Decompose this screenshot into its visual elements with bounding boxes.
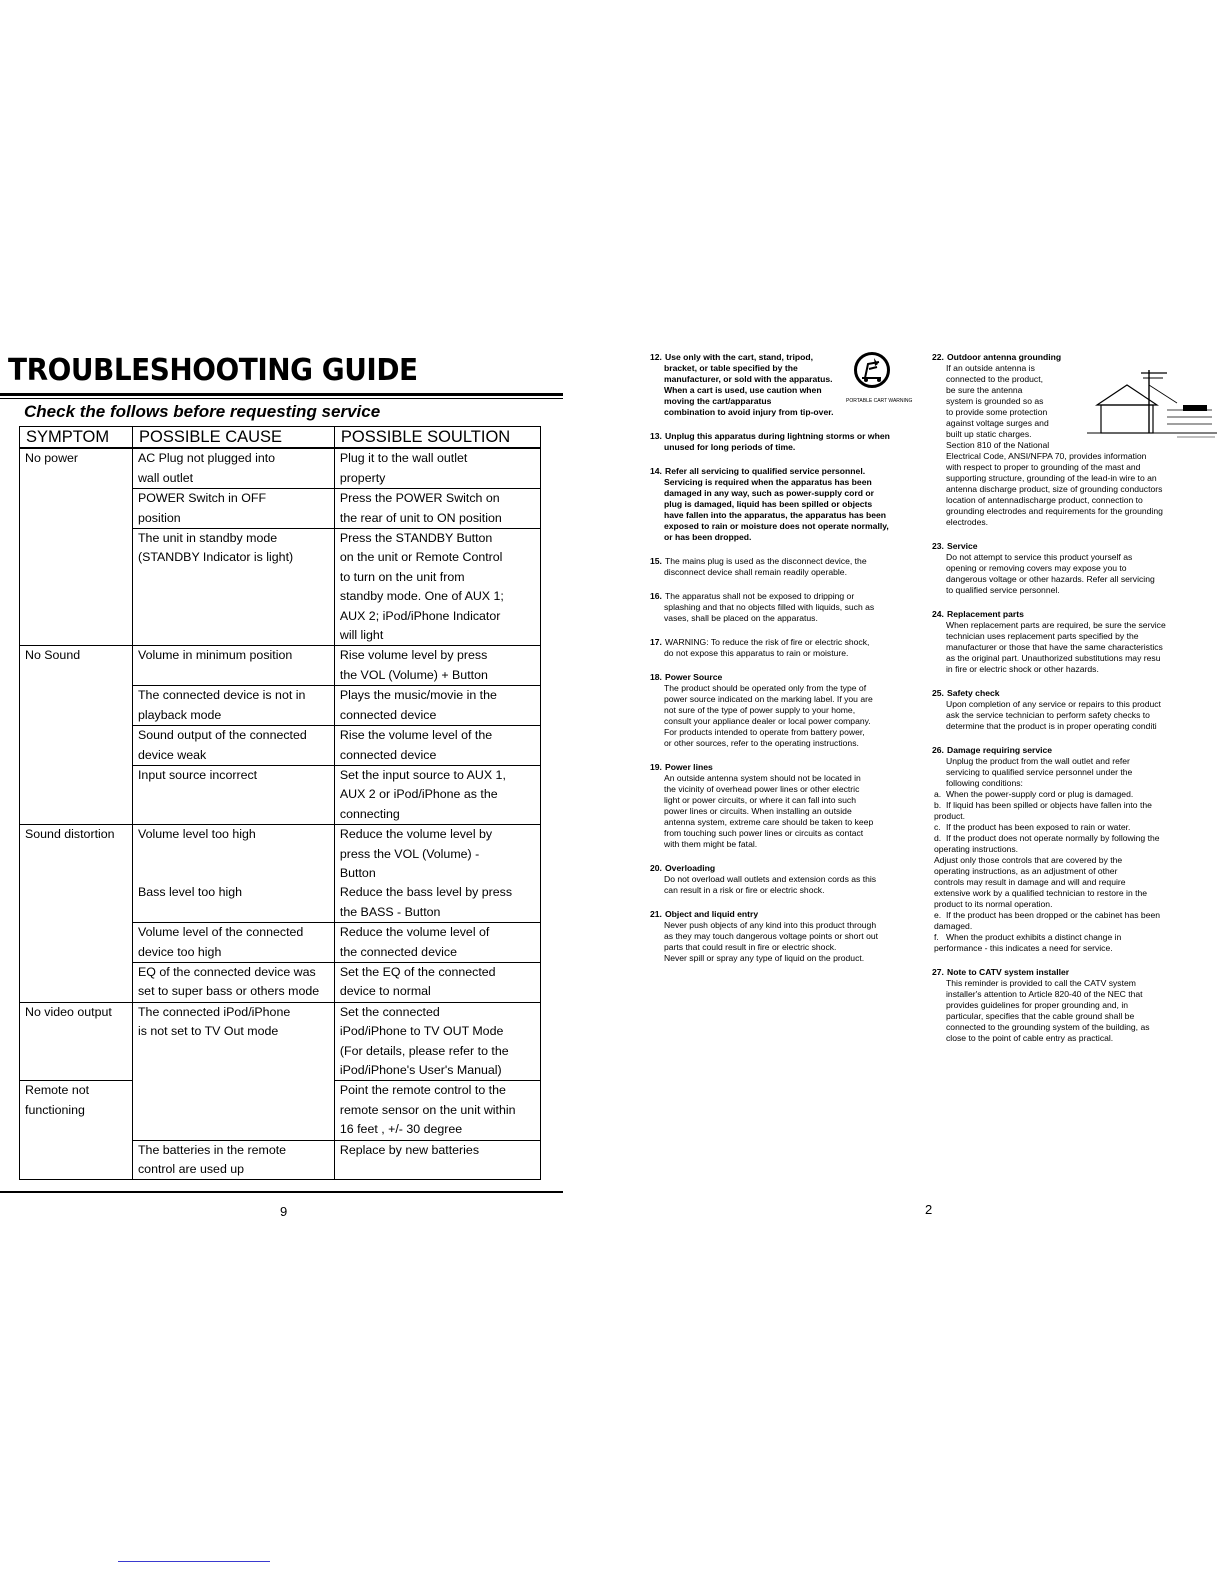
cause-cell: The batteries in the remote control are used up xyxy=(132,1140,334,1180)
instructions-column-right xyxy=(932,352,1222,1057)
condition-text: If the product has been dropped or the cabinet has been damaged. xyxy=(934,910,1161,931)
solution-cell: Reduce the volume level by press the VOL (Volume) - Button Reduce the bass level by press the BASS - Button xyxy=(334,825,540,923)
antenna-grounding-diagram-icon xyxy=(1087,365,1217,440)
title-divider xyxy=(0,393,563,396)
condition-item xyxy=(932,800,1222,822)
table-header-row xyxy=(20,427,541,449)
item-heading: The mains plug is used as the disconnect device, the xyxy=(665,556,867,566)
symptom-cell: No video output xyxy=(20,1002,133,1081)
instruction-item xyxy=(650,466,925,543)
symptom-cell xyxy=(20,1140,133,1180)
item-number: 13. xyxy=(650,431,662,441)
item-body: do not expose this apparatus to rain or moisture. xyxy=(664,648,849,658)
item-number: 19. xyxy=(650,762,662,772)
instructions-column-left xyxy=(650,352,925,977)
item-body: bracket, or table specified by the manufacturer, or sold with the apparatus. When a cart is used, use caution when moving the cart/apparatus combination to avoid injury from tip-over. xyxy=(664,363,834,417)
item-number: 25. xyxy=(932,688,944,698)
bottom-divider xyxy=(0,1191,563,1193)
item-number: 24. xyxy=(932,609,944,619)
solution-cell: Set the input source to AUX 1, AUX 2 or iPod/iPhone as the connecting xyxy=(334,765,540,824)
item-heading: Power Source xyxy=(665,672,723,682)
condition-letter: a. xyxy=(934,789,942,799)
page-subtitle: Check the follows before requesting service xyxy=(24,402,381,421)
solution-cell: Set the connected iPod/iPhone to TV OUT Mode (For details, please refer to the iPod/iPhone's User's Manual) xyxy=(334,1002,540,1081)
troubleshooting-table xyxy=(19,426,541,1180)
condition-item xyxy=(932,833,1222,910)
symptom-cell xyxy=(20,529,133,646)
item-body: This reminder is provided to call the CATV system installer's attention to Article 820-40 of the NEC that provides guidelines for proper grounding and, in particular, specifies that the cable ground shall be connected to the grounding system of the building, as close to the point of cable entry as practical. xyxy=(946,978,1150,1043)
instruction-item xyxy=(650,591,925,624)
symptom-cell: No power xyxy=(20,448,133,488)
item-body: When replacement parts are required, be sure the service technician uses replacement parts specified by the manufacturer or those that have the same characteristics as the original part. Unauthorized substitutions may resu in fire or electric shock or other hazards. xyxy=(946,620,1166,674)
cause-cell: POWER Switch in OFF position xyxy=(132,489,334,529)
solution-cell: Set the EQ of the connected device to normal xyxy=(334,962,540,1002)
condition-item xyxy=(932,932,1222,954)
symptom-cell xyxy=(20,923,133,963)
item-body: If an outside antenna is connected to the product, be sure the antenna system is grounded so as to provide some protection against voltage surges and built up static charges. Section 810 of the National Electrical Code, ANSI/NFPA 70, provides information with respect to proper to grounding of the mast and supporting structure, grounding of the lead-in wire to an antenna discharge product, size of grounding conductors location of antennadischarge product, connection to grounding electrodes and requirements for the grounding electrodes. xyxy=(946,363,1163,527)
condition-letter: e. xyxy=(934,910,942,920)
cause-cell: Volume level too high Bass level too high xyxy=(132,825,334,923)
symptom-cell xyxy=(20,686,133,726)
item-body: Unplug the product from the wall outlet and refer servicing to qualified service personnel under the following conditions: xyxy=(946,756,1133,788)
item-heading: Unplug this apparatus during lightning storms or when xyxy=(665,431,890,441)
item-number: 27. xyxy=(932,967,944,977)
instruction-item xyxy=(650,762,925,850)
table-row xyxy=(20,686,541,726)
instruction-item xyxy=(932,541,1222,596)
table-row xyxy=(20,529,541,646)
instruction-item xyxy=(650,672,925,749)
item-heading: Replacement parts xyxy=(947,609,1024,619)
header-solution: POSSIBLE SOULTION xyxy=(334,427,540,449)
condition-letter: b. xyxy=(934,800,942,810)
item-heading: Use only with the cart, stand, tripod, xyxy=(665,352,814,362)
item-number: 22. xyxy=(932,352,944,362)
instruction-item-27 xyxy=(932,967,1222,1044)
item-number: 14. xyxy=(650,466,662,476)
condition-text: If the product has been exposed to rain or water. xyxy=(946,822,1131,832)
instruction-item xyxy=(932,688,1222,732)
item-heading: Power lines xyxy=(665,762,713,772)
symptom-cell xyxy=(20,765,133,824)
item-heading: Outdoor antenna grounding xyxy=(947,352,1062,362)
item-body: The product should be operated only from the type of power source indicated on the marking label. If you are not sure of the type of power supply to your home, consult your appliance dealer or local power company. For products intended to operate from battery power, or other sources, refer to the operating instructions. xyxy=(664,683,873,748)
condition-letter: d. xyxy=(934,833,942,843)
page-title: TROUBLESHOOTING GUIDE xyxy=(8,353,418,388)
condition-item xyxy=(932,910,1222,932)
instruction-item xyxy=(650,909,925,964)
header-cause: POSSIBLE CAUSE xyxy=(132,427,334,449)
cause-cell: Input source incorrect xyxy=(132,765,334,824)
table-row xyxy=(20,1140,541,1180)
item-number: 18. xyxy=(650,672,662,682)
item-number: 21. xyxy=(650,909,662,919)
item-heading: Safety check xyxy=(947,688,1000,698)
solution-cell: Point the remote control to the remote sensor on the unit within 16 feet , +/- 30 degree xyxy=(334,1081,540,1140)
table-row xyxy=(20,1002,541,1081)
item-body: Upon completion of any service or repairs to this product ask the service technician to perform safety checks to determine that the product is in proper operating conditi xyxy=(946,699,1161,731)
item-body: An outside antenna system should not be located in the vicinity of overhead power lines or other electric light or power circuits, or where it can fall into such power lines or circuits. When installing an outside antenna system, extreme care should be taken to keep from touching such power lines or circuits as contact with them might be fatal. xyxy=(664,773,874,849)
cause-cell: The connected iPod/iPhone is not set to TV Out mode xyxy=(132,1002,334,1081)
table-row xyxy=(20,962,541,1002)
safety-instructions-page xyxy=(610,0,1225,1585)
instruction-item xyxy=(650,863,925,896)
instruction-item xyxy=(650,637,925,659)
cause-cell: Sound output of the connected device weak xyxy=(132,726,334,766)
item-number: 15. xyxy=(650,556,662,566)
item-number: 12. xyxy=(650,352,662,362)
solution-cell: Press the STANDBY Button on the unit or Remote Control to turn on the unit from standby mode. One of AUX 1; AUX 2; iPod/iPhone Indicator will light xyxy=(334,529,540,646)
condition-item xyxy=(932,822,1222,833)
item-body: disconnect device shall remain readily operable. xyxy=(664,567,847,577)
symptom-cell: Sound distortion xyxy=(20,825,133,923)
header-symptom: SYMPTOM xyxy=(20,427,133,449)
cause-cell xyxy=(132,1081,334,1140)
table-row xyxy=(20,448,541,488)
condition-text: When the power-supply cord or plug is damaged. xyxy=(946,789,1134,799)
cause-cell: Volume level of the connected device too high xyxy=(132,923,334,963)
solution-cell: Rise the volume level of the connected device xyxy=(334,726,540,766)
solution-cell: Plays the music/movie in the connected device xyxy=(334,686,540,726)
symptom-cell xyxy=(20,489,133,529)
item-heading: Service xyxy=(947,541,978,551)
table-row xyxy=(20,825,541,923)
symptom-cell xyxy=(20,962,133,1002)
page-number: 2 xyxy=(925,1202,933,1217)
table-row xyxy=(20,489,541,529)
solution-cell: Replace by new batteries xyxy=(334,1140,540,1180)
item-number: 23. xyxy=(932,541,944,551)
condition-text: When the product exhibits a distinct change in performance - this indicates a need for service. xyxy=(934,932,1122,953)
condition-item xyxy=(932,789,1222,800)
item-body: unused for long periods of time. xyxy=(664,442,796,452)
item-body: splashing and that no objects filled with liquids, such as vases, shall be placed on the apparatus. xyxy=(664,602,875,623)
solution-cell: Plug it to the wall outlet property xyxy=(334,448,540,488)
table-row xyxy=(20,646,541,686)
cause-cell: EQ of the connected device was set to super bass or others mode xyxy=(132,962,334,1002)
footer-link-underline[interactable] xyxy=(118,1561,270,1562)
item-body: Do not overload wall outlets and extension cords as this can result in a risk or fire or electric shock. xyxy=(664,874,877,895)
cart-tip-over-warning-icon xyxy=(854,352,890,388)
solution-cell: Reduce the volume level of the connected device xyxy=(334,923,540,963)
page-number: 9 xyxy=(280,1204,288,1219)
symptom-cell xyxy=(20,726,133,766)
instruction-item xyxy=(650,556,925,578)
instruction-item xyxy=(650,431,925,453)
cause-cell: Volume in minimum position xyxy=(132,646,334,686)
item-number: 20. xyxy=(650,863,662,873)
item-heading: Overloading xyxy=(665,863,716,873)
table-row xyxy=(20,1081,541,1140)
cause-cell: The connected device is not in playback mode xyxy=(132,686,334,726)
item-body: Never push objects of any kind into this product through as they may touch dangerous voltage points or short out parts that could result in fire or electric shock. Never spill or spray any type of liquid on the product. xyxy=(664,920,879,963)
cart-caption: PORTABLE CART WARNING xyxy=(846,398,913,404)
item-heading: Damage requiring service xyxy=(947,745,1053,755)
condition-text: If liquid has been spilled or objects have fallen into the product. xyxy=(934,800,1152,821)
item-number: 16. xyxy=(650,591,662,601)
symptom-cell: Remote not functioning xyxy=(20,1081,133,1140)
item-heading: Refer all servicing to qualified service personnel. xyxy=(665,466,866,476)
item-heading: Note to CATV system installer xyxy=(947,967,1070,977)
troubleshooting-page xyxy=(0,0,610,1585)
item-heading: The apparatus shall not be exposed to dripping or xyxy=(665,591,855,601)
item-number: 17. xyxy=(650,637,662,647)
table-row xyxy=(20,923,541,963)
cause-cell: The unit in standby mode (STANDBY Indicator is light) xyxy=(132,529,334,646)
symptom-cell: No Sound xyxy=(20,646,133,686)
table-row xyxy=(20,765,541,824)
condition-text: If the product does not operate normally by following the operating instructions. Adjust only those controls that are covered by the operating instructions, as an adjustment of other controls may result in damage and will and require extensive work by a qualified technician to restore in the product to its normal operation. xyxy=(934,833,1160,909)
item-heading: WARNING: To reduce the risk of fire or electric shock, xyxy=(665,637,870,647)
solution-cell: Rise volume level by press the VOL (Volume) + Button xyxy=(334,646,540,686)
instruction-item-26 xyxy=(932,745,1222,954)
item-body: Servicing is required when the apparatus has been damaged in any way, such as power-supply cord or plug is damaged, liquid has been spilled or objects have fallen into the apparatus, the apparatus has been exposed to rain or moisture does not operate normally, or has been dropped. xyxy=(664,477,889,542)
item-number: 26. xyxy=(932,745,944,755)
title-divider-thin xyxy=(0,398,563,399)
table-row xyxy=(20,726,541,766)
condition-letter: c. xyxy=(934,822,941,832)
solution-cell: Press the POWER Switch on the rear of unit to ON position xyxy=(334,489,540,529)
item-heading: Object and liquid entry xyxy=(665,909,759,919)
instruction-item xyxy=(932,609,1222,675)
condition-letter: f. xyxy=(934,932,939,942)
cause-cell: AC Plug not plugged into wall outlet xyxy=(132,448,334,488)
item-body: Do not attempt to service this product yourself as opening or removing covers may expose you to dangerous voltage or other hazards. Refer all servicing to qualified service personnel. xyxy=(946,552,1155,595)
